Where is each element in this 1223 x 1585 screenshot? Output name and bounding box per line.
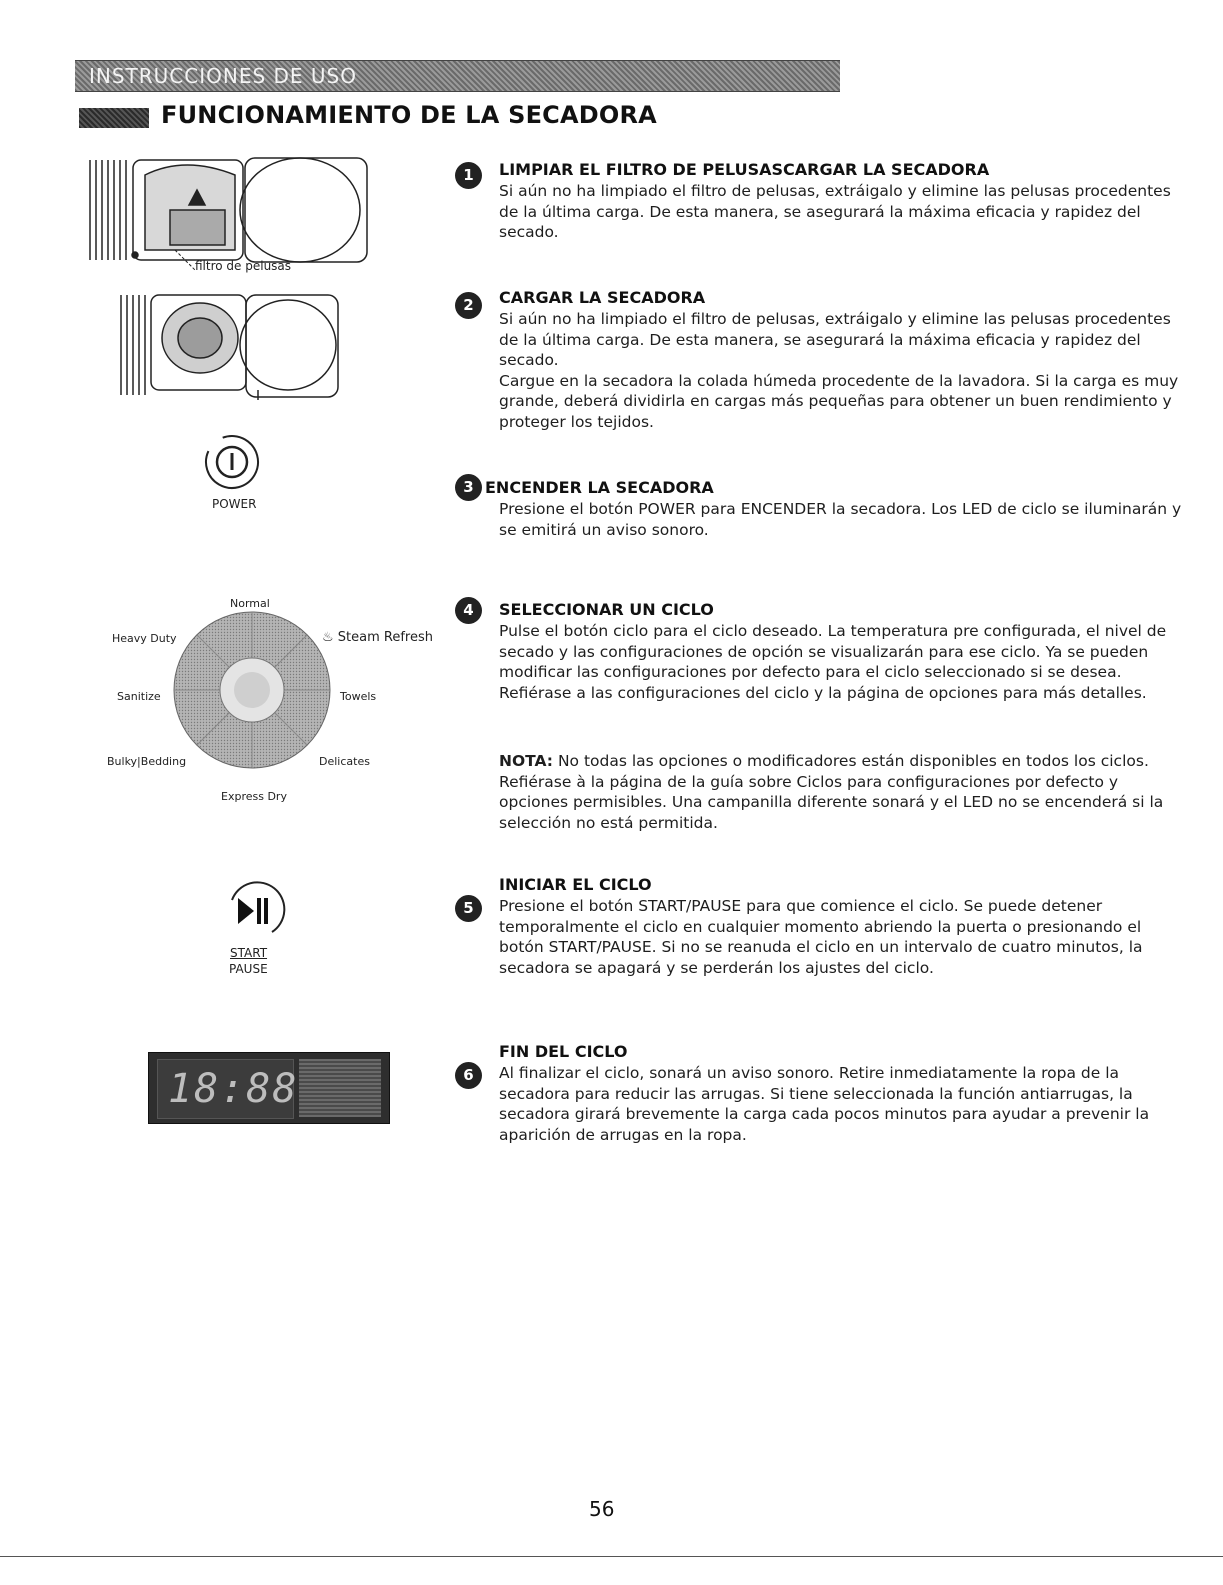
play-pause-icon (222, 880, 292, 940)
page-number: 56 (589, 1497, 615, 1521)
step-1 (455, 160, 1195, 250)
pause-label: PAUSE (229, 962, 268, 976)
bottom-rule (0, 1556, 1223, 1557)
step-2-title: CARGAR LA SECADORA (499, 288, 706, 307)
power-icon (200, 432, 270, 492)
step-4 (455, 597, 1195, 837)
step-2-body: Si aún no ha limpiado el filtro de pelusas, extráigalo y elimine las pelusas procedentes de la última carga. De esta manera, se asegurará la máxima eficacia y rapidez del secado. Cargue en la secadora la colada húmeda procedente de la lavadora. Si la carga es muy grande, deberá dividirla en cargas más pequeñas para obtener un buen rendimiento y proteger los tejidos. (499, 310, 1179, 431)
dial-label-heavy-duty: Heavy Duty (112, 632, 177, 645)
dial-label-bulky-bedding: Bulky|Bedding (107, 755, 187, 768)
dryer-load-illustration (118, 290, 343, 405)
step-4-body: Pulse el botón ciclo para el ciclo deseado. La temperatura pre configurada, el nivel de secado y las configuraciones de opción se visualizarán para ese ciclo. Ya se pueden modificar las configuraciones por defecto para el ciclo seleccionado si se desea. Refiérase a las configuraciones del ciclo y la página de opciones para más detalles. (499, 622, 1167, 702)
dial-label-steam-refresh: ♨ Steam Refresh (322, 630, 433, 645)
step-3 (455, 475, 1195, 545)
step-6-title: FIN DEL CICLO (499, 1042, 628, 1061)
display-digits: 18:88 (168, 1066, 299, 1112)
title-marker (79, 108, 149, 128)
start-pause-button-figure (222, 880, 292, 940)
dial-label-express-dry: Express Dry (221, 790, 287, 803)
step-3-badge: 3 (455, 474, 482, 501)
step-5-body: Presione el botón START/PAUSE para que comience el ciclo. Se puede detener temporalmente el ciclo en cualquier momento abriendo la puerta o presionando el botón START/PAUSE. Si no se reanuda el ciclo en un intervalo de cuatro minutos, la secadora se apagará y se perderán los ajustes del ciclo. (499, 897, 1143, 977)
step-1-badge: 1 (455, 162, 482, 189)
step-3-title: ENCENDER LA SECADORA (485, 478, 714, 497)
step-5-badge: 5 (455, 895, 482, 922)
power-label: POWER (212, 497, 257, 511)
section-banner-text: INSTRUCCIONES DE USO (89, 64, 357, 88)
dial-label-delicates: Delicates (319, 755, 370, 768)
steam-icon: ♨ (322, 630, 334, 645)
power-button-figure (200, 432, 270, 492)
display-status-panel (299, 1059, 381, 1117)
note-text: No todas las opciones o modificadores están disponibles en todos los ciclos. Refiérase à la página de la guía sobre Ciclos para configuraciones por defecto y opciones permisibles. Una campanilla diferente sonará y el LED no se encenderá si la selección no está permitida. (499, 752, 1164, 832)
step-1-body: Si aún no ha limpiado el filtro de pelusas, extráigalo y elimine las pelusas procedentes de la última carga. De esta manera, se asegurará la máxima eficacia y rapidez del secado. (499, 182, 1171, 241)
step-4-badge: 4 (455, 597, 482, 624)
cycle-dial (172, 610, 332, 770)
digital-display (148, 1052, 390, 1124)
step-4-title: SELECCIONAR UN CICLO (499, 600, 714, 619)
lint-filter-label: filtro de pelusas (195, 259, 292, 273)
step-6 (455, 1042, 1195, 1152)
step-6-body: Al finalizar el ciclo, sonará un aviso sonoro. Retire inmediatamente la ropa de la secadora para reducir las arrugas. Si tiene seleccionada la función antiarrugas, la secadora girará brevemente la carga cada pocos minutos para ayudar a prevenir la aparición de arrugas en la ropa. (499, 1064, 1150, 1144)
section-banner (75, 60, 840, 92)
start-label: START (230, 946, 268, 960)
note-label: NOTA: (499, 752, 554, 770)
dial-label-towels: Towels (340, 690, 377, 703)
step-6-badge: 6 (455, 1062, 482, 1089)
step-2-badge: 2 (455, 292, 482, 319)
page-title: FUNCIONAMIENTO DE LA SECADORA (161, 101, 657, 129)
step-5 (455, 875, 1195, 985)
step-4-note (499, 751, 1189, 833)
dial-label-normal: Normal (230, 597, 270, 610)
lint-filter-illustration (85, 155, 375, 280)
step-1-title: LIMPIAR EL FILTRO DE PELUSASCARGAR LA SECADORA (499, 160, 990, 179)
dial-label-sanitize: Sanitize (117, 690, 161, 703)
step-3-body: Presione el botón POWER para ENCENDER la secadora. Los LED de ciclo se iluminarán y se emitirá un aviso sonoro. (499, 500, 1182, 539)
step-5-title: INICIAR EL CICLO (499, 875, 652, 894)
step-2 (455, 288, 1195, 438)
